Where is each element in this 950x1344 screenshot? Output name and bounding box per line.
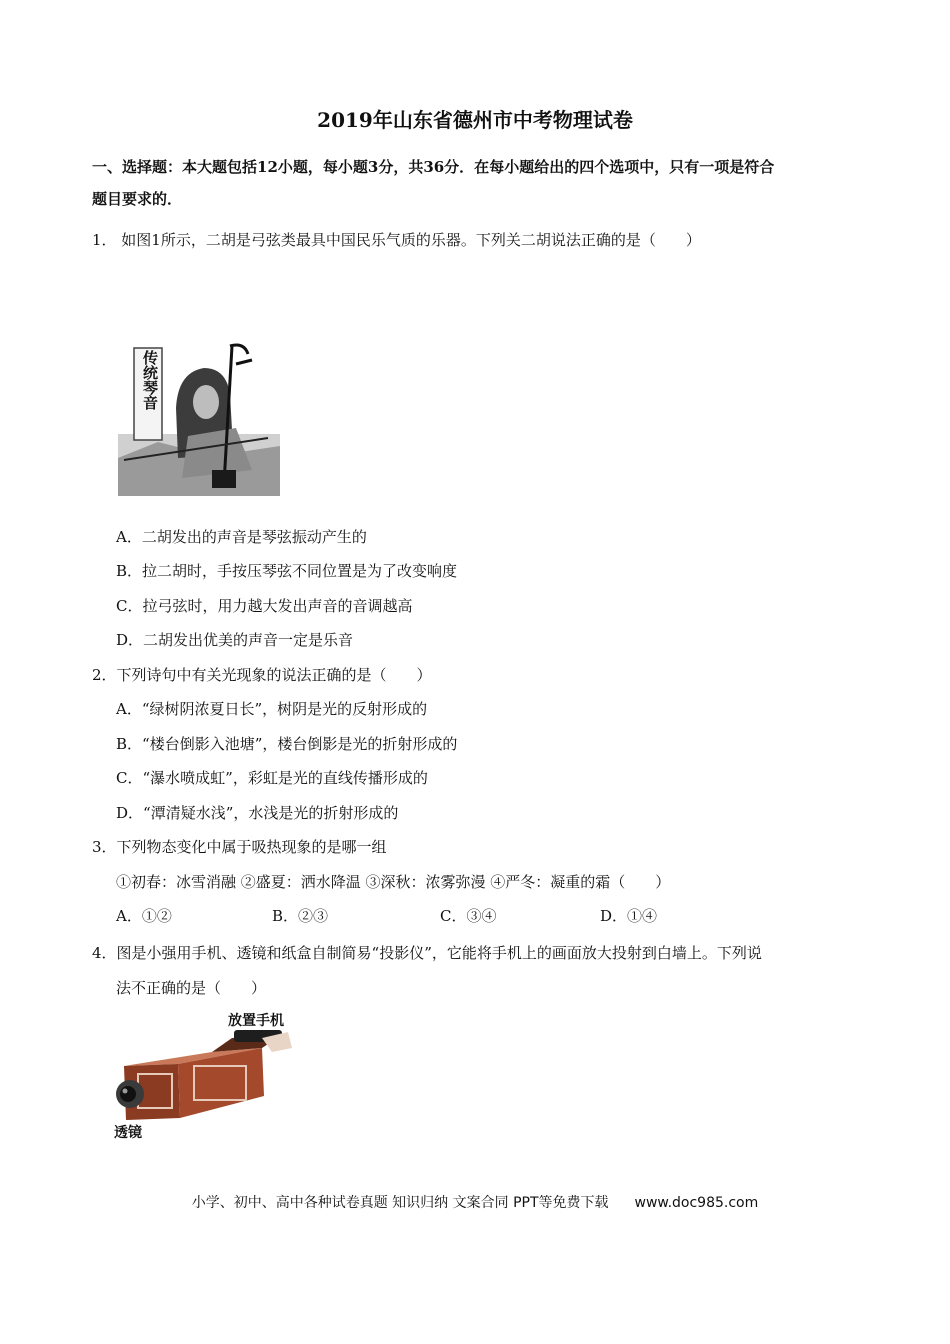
question-1-option-b: B．拉二胡时，手按压琴弦不同位置是为了改变响度 [116,562,458,580]
question-2-option-a: A．“绿树阴浓夏日长”，树阴是光的反射形成的 [116,700,428,718]
projector-image [112,1008,296,1142]
label-lens: 透镜 [114,1125,142,1141]
label-place-phone: 放置手机 [228,1013,284,1029]
question-3-detail: ①初春：冰雪消融 ②盛夏：洒水降温 ③深秋：浓雾弥漫 ④严冬：凝重的霜（ ） [116,873,671,891]
question-3-choices [116,905,676,925]
question-1-option-c: C．拉弓弦时，用力越大发出声音的音调越高 [116,597,413,615]
page-title: 2019年山东省德州市中考物理试卷 [317,108,633,132]
section-heading-line-1: 一、选择题：本大题包括12小题，每小题3分，共36分．在每小题给出的四个选项中，只有一项是符合 [92,158,775,176]
question-1-option-a: A．二胡发出的声音是琴弦振动产生的 [116,528,367,546]
erhu-banner-text: 传统琴音 [141,350,159,410]
question-2-stem: 2．下列诗句中有关光现象的说法正确的是（ ） [92,666,432,684]
erhu-image [118,338,280,496]
question-3-choice-b: B．②③ [272,907,329,925]
question-3-choice-d: D．①④ [600,907,658,925]
footer-text: 小学、初中、高中各种试卷真题 知识归纳 文案合同 PPT等免费下载 [191,1195,609,1211]
section-heading [92,151,872,215]
question-1-option-d: D．二胡发出优美的声音一定是乐音 [116,631,354,649]
question-2-option-c: C．“瀑水喷成虹”，彩虹是光的直线传播形成的 [116,769,428,787]
question-3-stem: 3．下列物态变化中属于吸热现象的是哪一组 [92,838,387,856]
question-3-choice-a: A．①② [116,907,172,925]
question-2-option-b: B．“楼台倒影入池塘”，楼台倒影是光的折射形成的 [116,735,458,753]
question-2-option-d: D．“潭清疑水浅”，水浅是光的折射形成的 [116,804,399,822]
question-1-stem: 1． 如图1所示，二胡是弓弦类最具中国民乐气质的乐器。下列关二胡说法正确的是（ ） [92,231,701,249]
section-heading-line-2: 题目要求的． [92,190,183,208]
footer-site-link[interactable]: www.doc985.com [634,1195,759,1211]
question-4-stem-line-2: 法不正确的是（ ） [116,979,267,997]
question-4-stem-line-1: 4．图是小强用手机、透镜和纸盒自制简易“投影仪”，它能将手机上的画面放大投射到白墙上。下列说 [92,944,762,962]
question-3-choice-c: C．③④ [440,907,497,925]
page-footer [0,1192,950,1212]
